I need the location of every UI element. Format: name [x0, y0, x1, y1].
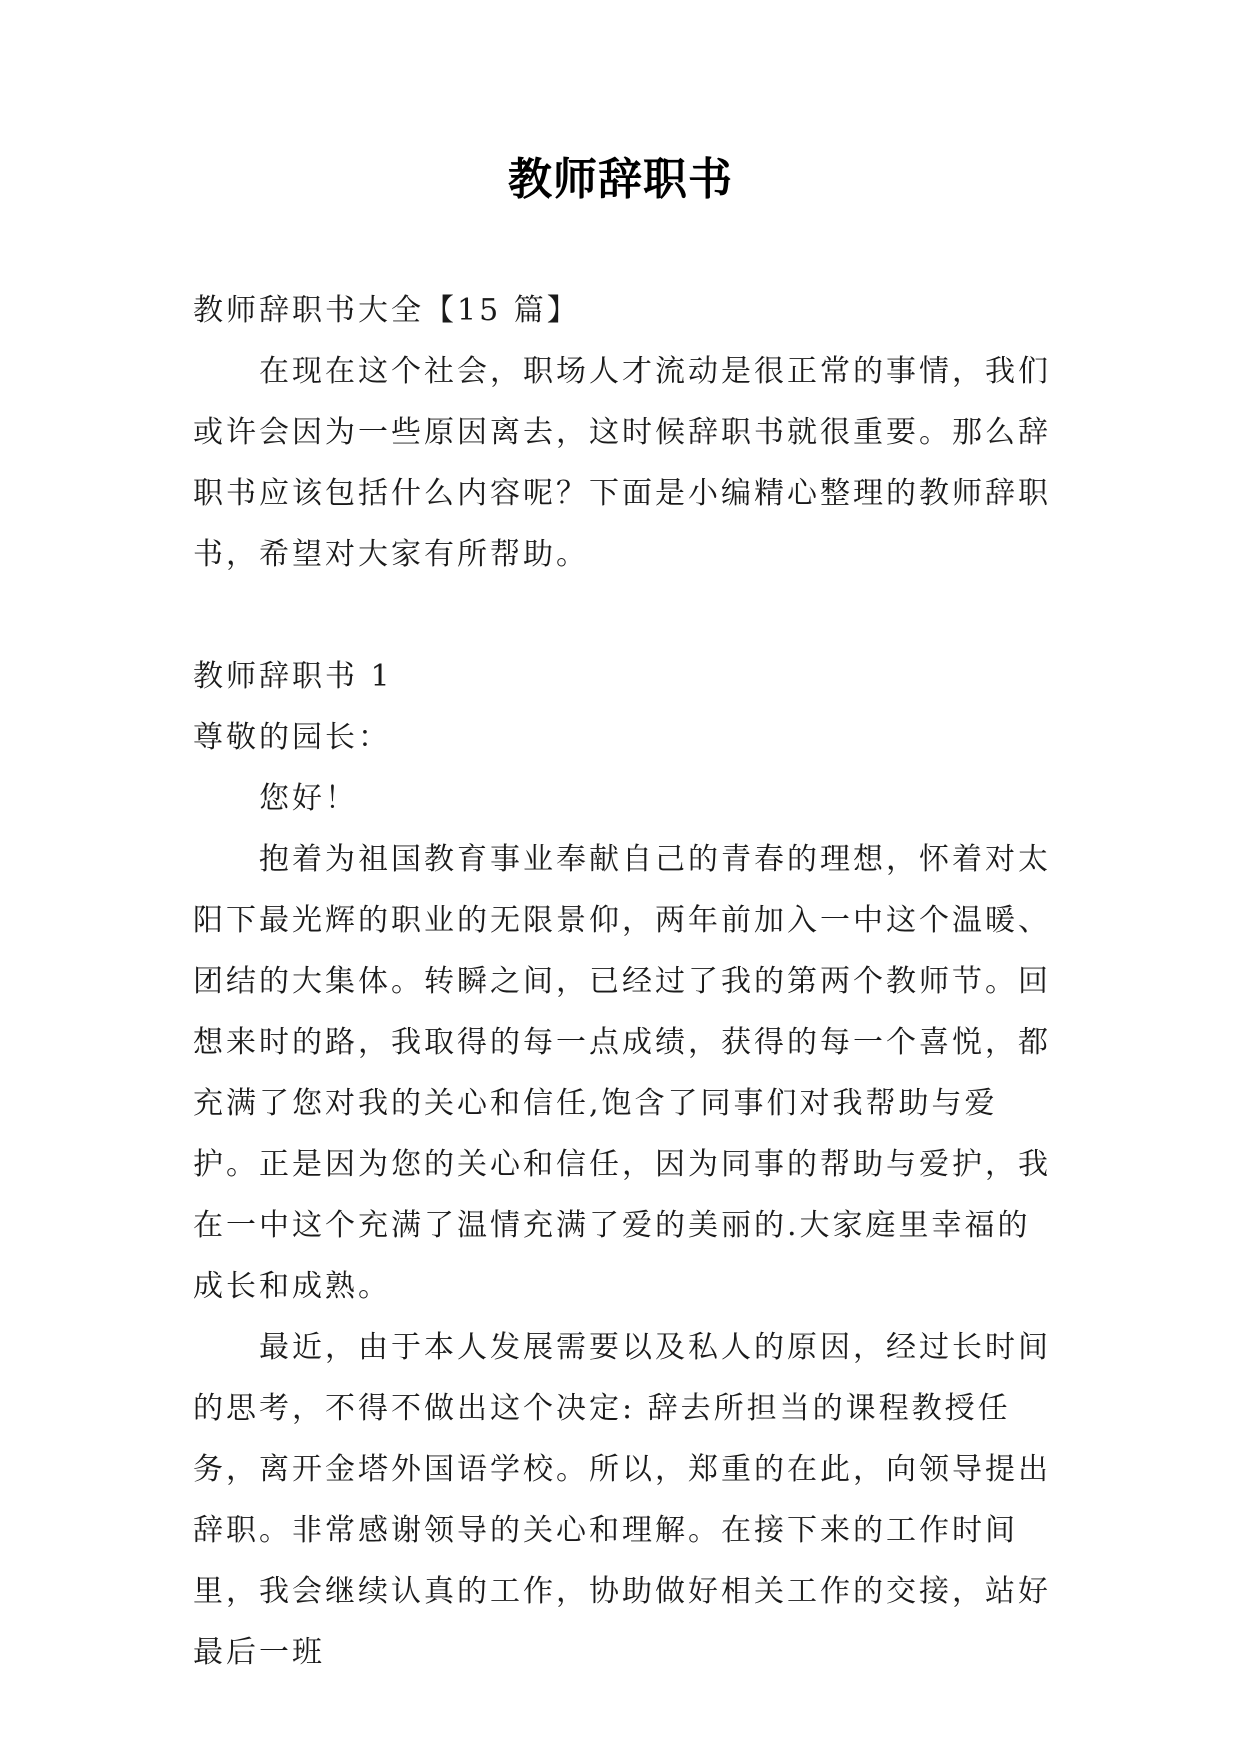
- salutation: 尊敬的园长：: [193, 720, 391, 755]
- document-subtitle: 教师辞职书大全【15 篇】: [193, 293, 580, 328]
- document-body: [193, 280, 1063, 1683]
- body-paragraph: 最近，由于本人发展需要以及私人的原因，经过长时间的思考，不得不做出这个决定: 辞去所担当的课程教授任务，离开金塔外国语学校。所以，郑重的在此，向领导提出辞职。非常感谢领导的关心和理解。在接下来的工作时间里，我会继续认真的工作，协助做好相关工作的交接，站好最后一班: [193, 1330, 1051, 1670]
- intro-paragraph: 在现在这个社会，职场人才流动是很正常的事情，我们或许会因为一些原因离去，这时候辞职书就很重要。那么辞职书应该包括什么内容呢？下面是小编精心整理的教师辞职书，希望对大家有所帮助。: [193, 354, 1051, 572]
- document-title: 教师辞职书: [508, 154, 733, 205]
- body-paragraph: 抱着为祖国教育事业奉献自己的青春的理想，怀着对太阳下最光辉的职业的无限景仰，两年前加入一中这个温暖、团结的大集体。转瞬之间，已经过了我的第两个教师节。回想来时的路，我取得的每一点成绩，获得的每一个喜悦，都充满了您对我的关心和信任,饱含了同事们对我帮助与爱护。正是因为您的关心和信任，因为同事的帮助与爱护，我在一中这个充满了温情充满了爱的美丽的.大家庭里幸福的成长和成熟。: [193, 842, 1051, 1304]
- greeting: 您好！: [259, 781, 358, 816]
- section-heading: 教师辞职书 1: [193, 659, 393, 694]
